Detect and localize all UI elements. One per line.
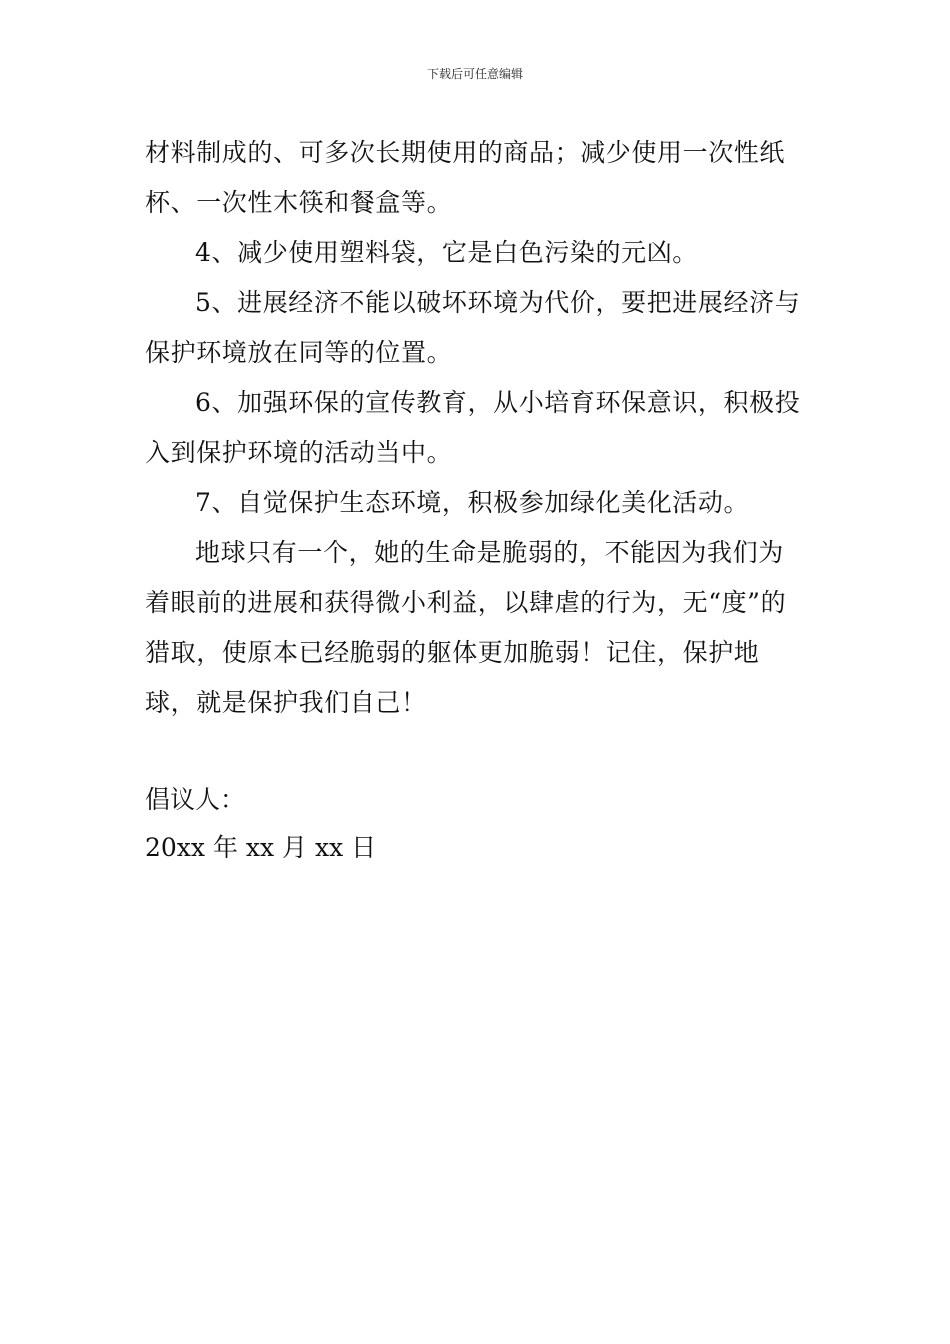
- initiator-label: 倡议人：: [145, 785, 246, 814]
- page-header: 下载后可任意编辑: [426, 67, 523, 81]
- paragraph-item-5: 5、进展经济不能以破坏环境为代价，要把进展经济与保护环境放在同等的位置。: [145, 288, 801, 367]
- paragraph-item-6: 6、加强环保的宣传教育，从小培育环保意识，积极投入到保护环境的活动当中。: [145, 388, 801, 467]
- document-body: [145, 128, 805, 728]
- paragraph-item-4: 4、减少使用塑料袋，它是白色污染的元凶。: [195, 238, 698, 267]
- document-date: 20xx 年 xx 月 xx 日: [145, 833, 377, 862]
- paragraph-conclusion: 地球只有一个，她的生命是脆弱的，不能因为我们为着眼前的进展和获得微小利益，以肆虐的行为，无“度”的猎取，使原本已经脆弱的躯体更加脆弱！记住，保护地球，就是保护我们自己！: [145, 538, 787, 717]
- paragraph-continued: 材料制成的、可多次长期使用的商品；减少使用一次性纸杯、一次性木筷和餐盒等。: [145, 138, 786, 217]
- paragraph-item-7: 7、自觉保护生态环境，积极参加绿化美化活动。: [195, 488, 750, 517]
- signoff-block: [145, 776, 805, 872]
